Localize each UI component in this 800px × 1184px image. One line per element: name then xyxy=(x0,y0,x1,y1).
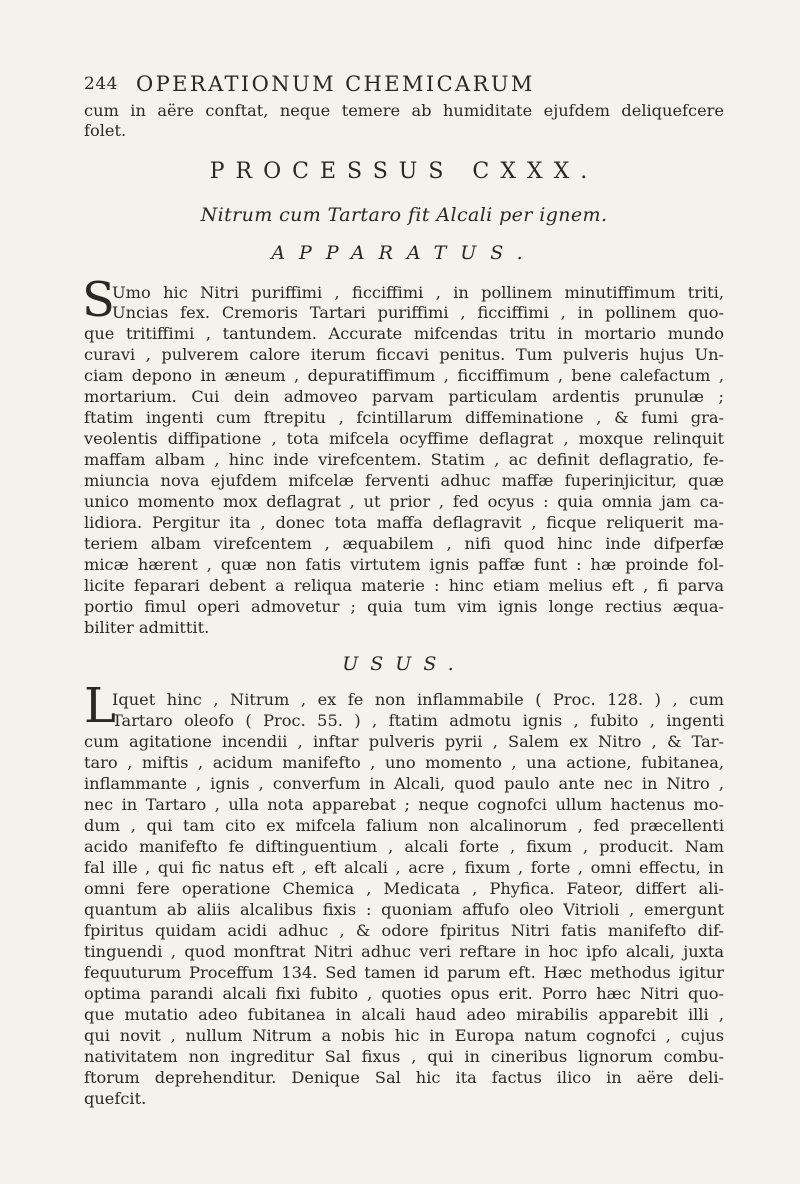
body-line: tinguendi , quod monftrat Nitri adhuc veri reftare in hoc ipfo alcali, juxta xyxy=(84,942,724,961)
body-line: taro , miftis , acidum manifefto , uno momento , una actione, fubitanea, xyxy=(84,753,724,772)
page-header xyxy=(84,74,724,98)
body-line: veolentis diffipatione , tota mifcela ocyffime deflagrat , moxque relinquit xyxy=(84,429,724,448)
body-line: mortarium. Cui dein admoveo parvam particulam ardentis prunulæ ; xyxy=(84,387,724,406)
process-subtitle: Nitrum cum Tartaro fit Alcali per ignem. xyxy=(200,204,608,226)
body-line: quefcit. xyxy=(84,1089,147,1108)
body-line: optima parandi alcali fixi fubito , quoties opus erit. Porro hæc Nitri quo- xyxy=(84,984,724,1003)
body-line: ciam depono in æneum , depuratiffimum , ficciffimum , bene calefactum , xyxy=(84,366,724,385)
dropcap-s: S xyxy=(82,272,115,328)
body-line: nativitatem non ingreditur Sal fixus , qui in cineribus lignorum combu- xyxy=(84,1047,724,1066)
body-line: que tritiffimi , tantundem. Accurate mifcendas tritu in mortario mundo xyxy=(84,324,724,343)
body-line: ftatim ingenti cum ftrepitu , fcintillarum diffeminatione , & fumi gra- xyxy=(84,408,724,427)
body-line: que mutatio adeo fubitanea in alcali haud adeo mirabilis apparebit illi , xyxy=(84,1005,724,1024)
body-line: micæ hærent , quæ non fatis virtutem ignis paffæ funt : hæ proinde fol- xyxy=(84,555,724,574)
body-line: omni fere operatione Chemica , Medicata , Phyfica. Fateor, differt ali- xyxy=(84,879,724,898)
process-title: PROCESSUS CXXX. xyxy=(209,159,599,184)
body-line: fpiritus quidam acidi adhuc , & odore fpiritus Nitri fatis manifefto dif- xyxy=(84,921,724,940)
body-line: Uncias fex. Cremoris Tartari puriffimi , ficciffimi , in pollinem quo- xyxy=(112,303,724,322)
body-line: nec in Tartaro , ulla nota apparebat ; neque cognofci ullum hactenus mo- xyxy=(84,795,724,814)
dropcap-l: L xyxy=(84,678,116,734)
running-head: OPERATIONUM CHEMICARUM xyxy=(136,72,535,96)
body-line: ftorum deprehenditur. Denique Sal hic ita factus ilico in aëre deli- xyxy=(84,1068,724,1087)
body-line: Iquet hinc , Nitrum , ex fe non inflammabile ( Proc. 128. ) , cum xyxy=(112,690,724,709)
body-line: maffam albam , hinc inde virefcentem. Statim , ac definit deflagratio, fe- xyxy=(84,450,724,469)
body-line: fal ille , qui fic natus eft , eft alcali , acre , fixum , forte , omni effectu, in xyxy=(84,858,724,877)
body-line: folet. xyxy=(84,121,127,140)
body-line: fequuturum Proceffum 134. Sed tamen id parum eft. Hæc methodus igitur xyxy=(84,963,724,982)
body-line: dum , qui tam cito ex mifcela falium non alcalinorum , fed præcellenti xyxy=(84,816,724,835)
body-line: unico momento mox deflagrat , ut prior , fed ocyus : quia omnia jam ca- xyxy=(84,492,724,511)
body-line: quantum ab aliis alcalibus fixis : quoniam affufo oleo Vitrioli , emergunt xyxy=(84,900,724,919)
body-line: acido manifefto fe diftinguentium , alcali forte , fixum , producit. Nam xyxy=(84,837,724,856)
body-line: teriem albam virefcentem , æquabilem , nifi quod hinc inde difperfæ xyxy=(84,534,724,553)
section-heading-usus: USUS. xyxy=(342,653,466,675)
body-line: cum in aëre conftat, neque temere ab humiditate ejufdem deliquefcere xyxy=(84,101,724,120)
body-line: cum agitatione incendii , inftar pulveris pyrii , Salem ex Nitro , & Tar- xyxy=(84,732,724,751)
body-line: portio fimul operi admovetur ; quia tum vim ignis longe rectius æqua- xyxy=(84,597,724,616)
body-line: Umo hic Nitri puriffimi , ficciffimi , in pollinem minutiffimum triti, xyxy=(112,283,724,302)
body-line: miuncia nova ejufdem mifcelæ ferventi adhuc maffæ fuperinjicitur, quæ xyxy=(84,471,724,490)
body-line: licite feparari debent a reliqua materie : hinc etiam melius eft , fi parva xyxy=(84,576,724,595)
body-line: Tartaro oleofo ( Proc. 55. ) , ftatim admotu ignis , fubito , ingenti xyxy=(112,711,724,730)
body-line: qui novit , nullum Nitrum a nobis hic in Europa natum cognofci , cujus xyxy=(84,1026,724,1045)
page-number: 244 xyxy=(84,74,118,94)
body-line: biliter admittit. xyxy=(84,618,210,637)
body-line: curavi , pulverem calore iterum ficcavi penitus. Tum pulveris hujus Un- xyxy=(84,345,724,364)
body-line: inflammante , ignis , converfum in Alcali, quod paulo ante nec in Nitro , xyxy=(84,774,724,793)
section-heading-apparatus: APPARATUS. xyxy=(271,242,537,264)
body-line: lidiora. Pergitur ita , donec tota maffa deflagravit , ficque reliquerit ma- xyxy=(84,513,724,532)
